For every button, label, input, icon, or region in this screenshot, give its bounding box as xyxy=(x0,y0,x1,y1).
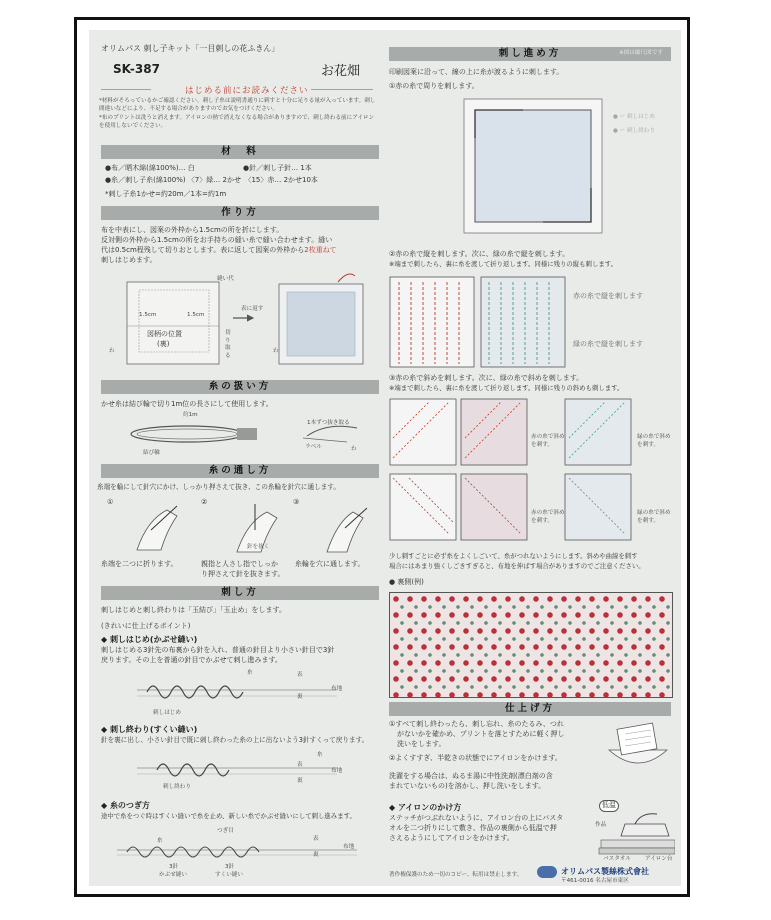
pull-needle-label: 針を抜く xyxy=(247,544,270,550)
howto-line-4: 刺しはじめます。 xyxy=(101,256,157,264)
scoop-count-label: 3針 xyxy=(225,864,235,870)
thread-handling-text: かせ糸は結び輪で切り1m位の長さにして使用します。 xyxy=(101,400,273,408)
low-temp-badge: 低温 xyxy=(599,800,619,812)
pull-one-label: 1本ずつ抜き取る xyxy=(307,420,350,426)
back-side-label: ● 裏側(例) xyxy=(389,578,424,586)
finish-line-3: 洗いをします。 xyxy=(397,740,446,748)
start-fabric-label: 布地 xyxy=(331,686,343,692)
step-2-text-2: ※端まで刺したら、裏に糸を渡して折り返します。同様に残りの縦も刺します。 xyxy=(389,260,618,268)
finish-line-2: がないかを確かめ、プリントを落とすために軽く押し xyxy=(397,730,565,738)
join-surface-label: 表 xyxy=(313,836,319,842)
stitch-heading: 刺し方 xyxy=(101,586,379,600)
note-1: *材料がそろっているかご確認ください。刺し子糸は説明書通りに刺すと十分に足りる量が入っています。刺し間違いなどにより、不足する場合がありますのでお気をつけください。 xyxy=(99,98,376,112)
kit-line: オリムパス 刺し子キット「一目刺しの花ふきん」 xyxy=(101,44,280,53)
step-3-text-1: ③赤の糸で斜めを刺します。次に、緑の糸で斜めを刺します。 xyxy=(389,374,584,382)
step-2-text-1: ②赤の糸で縦を刺します。次に、緑の糸で縦を刺します。 xyxy=(389,250,570,258)
materials-needle: ●針／刺し子針… 1本 xyxy=(243,164,312,172)
fold-label-2: わ xyxy=(273,348,279,354)
legend-end: ● ー 刺し終わり xyxy=(613,128,655,134)
copyright-notice: 著作権保護のため一切のコピー、転用は禁止します。 xyxy=(389,872,523,878)
green-diag-label-1: 緑の糸で斜めを刺す。 xyxy=(637,434,671,448)
materials-fabric: ●布／晒木綿(綿100%)… 白 xyxy=(105,164,195,172)
cover-count-label: 3針 xyxy=(169,864,179,870)
threading-heading: 糸の通し方 xyxy=(101,464,379,478)
start-stitch-line-2: 戻ります。その上を普通の針目でかぶせて刺し進みます。 xyxy=(101,656,282,664)
step-1-diagram xyxy=(463,98,603,234)
step-3-text-2: ※端まで刺したら、裏に糸を渡して折り返します。同様に残りの斜めも刺します。 xyxy=(389,384,624,392)
howto-line-2: 反対側の外枠から1.5cmの所をお手持ちの縫い糸で縫い合わせます。縫い xyxy=(101,236,333,244)
join-point-label: つぎ目 xyxy=(217,828,234,834)
progress-intro: 印刷図案に沿って、線の上に糸が渡るように刺します。 xyxy=(389,68,564,76)
red-diag-label-2: 赤の糸で斜めを刺す。 xyxy=(531,510,565,524)
instruction-sheet xyxy=(89,30,681,886)
stitch-point: (きれいに仕上げるポイント) xyxy=(101,622,191,630)
towel-label: バスタオル xyxy=(603,856,631,862)
cover-stitch-label: かぶせ縫い xyxy=(159,872,187,878)
end-fabric-label: 布地 xyxy=(331,768,343,774)
tip-line-2: 場合にはあまり強くしごきすぎると、布地を伸ばす場合がありますのでご注意ください。 xyxy=(389,562,645,570)
step-3-diagram xyxy=(389,398,639,542)
join-thread-diagram xyxy=(117,830,357,864)
seam-allowance-label: 縫い代 xyxy=(217,276,234,282)
board-label: アイロン台 xyxy=(645,856,673,862)
pattern-position-label: 図柄の位置 xyxy=(147,330,182,338)
join-back-label: 裏 xyxy=(313,852,319,858)
join-thread-line: 途中で糸をつぐ時はすくい縫いで糸を止め、新しい糸でかぶせ縫いにして刺し進みます。 xyxy=(101,812,356,820)
legend-start: ● ー 刺しはじめ xyxy=(613,114,655,120)
red-vertical-label: 赤の糸で縦を刺します xyxy=(573,292,643,300)
end-surface-label: 表 xyxy=(297,762,303,768)
finish-line-4: ②よくすすぎ、半乾きの状態でにアイロンをかけます。 xyxy=(389,754,562,762)
start-stitch-heading: ◆ 刺しはじめ(かぶせ縫い) xyxy=(101,635,198,644)
margin-label-left: 1.5cm xyxy=(139,312,157,318)
length-label: 約1m xyxy=(183,412,198,418)
green-vertical-label: 緑の糸で縦を刺します xyxy=(573,340,643,348)
wash-line-1: 洗濯をする場合は、ぬるま湯に中性洗剤(漂白剤の含 xyxy=(389,772,553,780)
threading-text: 糸端を輪にして針穴にかけ、しっかり押さえて抜き、この糸輪を針穴に通します。 xyxy=(97,483,340,491)
step-1-number: ① xyxy=(107,498,114,506)
step-1-caption: 糸端を二つに折ります。 xyxy=(101,560,178,568)
divider xyxy=(101,89,151,90)
iron-line-1: ステッチがつぶれないように、アイロン台の上にバスタ xyxy=(389,814,564,822)
end-stitch-heading: ◆ 刺し終わり(すくい縫い) xyxy=(101,725,198,734)
end-stitch-diagram xyxy=(137,748,337,788)
step-1-text: ①赤の糸で周りを刺します。 xyxy=(389,82,479,90)
end-stitch-line: 針を裏に出し、小さい針目で既に刺し終わった糸の上に出ないよう3針すくって戻ります。 xyxy=(101,736,369,744)
finishing-heading: 仕上げ方 xyxy=(389,702,671,716)
skein-label-label: ラベル xyxy=(305,444,322,450)
stitch-intro: 刺しはじめと刺し終わりは「玉結び」「玉止め」をします。 xyxy=(101,606,286,614)
step-3-number: ③ xyxy=(293,498,300,506)
start-back-label: 裏 xyxy=(297,694,303,700)
note-2: *布のプリントは洗うと消えます。アイロンの熱で消えなくなる場合がありますので、刺し終わる前にアイロンを使用しないでください。 xyxy=(99,115,375,129)
margin-label-right: 1.5cm xyxy=(187,312,205,318)
howto-line-3: 代は0.5cm程残して切りおとします。表に返して図案の外枠から2枚重ねて xyxy=(101,246,337,254)
knot-loop-label: 結び輪 xyxy=(143,450,160,456)
pattern-back-label: (裏) xyxy=(157,340,170,348)
step-2-diagram xyxy=(389,276,567,370)
howto-heading: 作り方 xyxy=(101,206,379,220)
thread-handling-heading: 糸の扱い方 xyxy=(101,380,379,394)
tip-line-1: 少し刺すごとに必ず糸をよくしごいて、糸がつれないようにします。斜めや曲線を刺す xyxy=(389,552,638,560)
materials-thread: ●糸／刺し子糸(綿100%) 〈7〉緑… 2かせ 〈15〉赤… 2かせ10本 xyxy=(105,176,318,184)
iron-line-2: オルを二つ折りにして敷き、作品の裏側から低温で押 xyxy=(389,824,557,832)
iron-heading: ◆ アイロンのかけ方 xyxy=(389,803,462,812)
step-2-number: ② xyxy=(201,498,208,506)
product-name: お花畑 xyxy=(321,64,361,79)
step-3-caption: 糸輪を穴に通します。 xyxy=(295,560,365,568)
fold-label: わ xyxy=(109,348,115,354)
green-diag-label-2: 緑の糸で斜めを刺す。 xyxy=(637,510,671,524)
start-thread-label: 糸 xyxy=(247,670,253,676)
maker-logo xyxy=(537,866,557,878)
start-label: 刺しはじめ xyxy=(153,710,181,716)
materials-note: *刺し子糸1かせ=約20m／1本=約1m xyxy=(105,190,227,198)
folding-diagram xyxy=(103,270,373,374)
start-surface-label: 表 xyxy=(297,672,303,678)
loop-label: わ xyxy=(351,446,357,452)
cut-off-label: 切り取る xyxy=(225,330,231,359)
end-thread-label: 糸 xyxy=(317,752,323,758)
join-fabric-label: 布地 xyxy=(343,844,355,850)
washing-bowl-diagram xyxy=(605,720,671,776)
wash-line-2: まれていないもの)を溶かし、押し洗いをします。 xyxy=(389,782,546,790)
start-stitch-diagram xyxy=(137,670,337,710)
join-thread-heading: ◆ 糸のつぎ方 xyxy=(101,801,150,810)
back-side-photo xyxy=(389,592,673,698)
divider xyxy=(311,89,373,90)
finish-line-1: ①すべて刺し終わったら、刺し忘れ、糸のたるみ、つれ xyxy=(389,720,564,728)
work-label: 作品 xyxy=(595,822,607,828)
step-2-caption-1: 親指と人さし指でしっか xyxy=(201,560,278,568)
threading-hands-diagram xyxy=(117,500,373,556)
end-label: 刺し終わり xyxy=(163,784,191,790)
start-stitch-line-1: 刺しはじめる3針先の布裏から針を入れ、普通の針目より小さい針目で3針 xyxy=(101,646,335,654)
materials-heading: 材 料 xyxy=(101,145,379,159)
maker-address: 〒461-0016 名古屋市東区 xyxy=(561,878,629,884)
scoop-stitch-label: すくい縫い xyxy=(215,872,243,878)
product-code: SK-387 xyxy=(113,62,160,76)
step-2-caption-2: り押さえて針を抜きます。 xyxy=(201,570,285,578)
iron-line-3: さえるようにしてアイロンをかけます。 xyxy=(389,834,514,842)
join-thread-label: 糸 xyxy=(157,838,163,844)
progress-heading: 刺し進め方 xyxy=(389,47,671,61)
turn-over-label: 表に返す xyxy=(241,306,264,312)
maker-name: オリムパス製絲株式會社 xyxy=(561,867,649,876)
scale-note: ※図は縮尺図です xyxy=(619,50,663,56)
howto-line-1: 布を中表にし、図案の外枠から1.5cmの所を折にします。 xyxy=(101,226,284,234)
read-first-heading: はじめる前にお読みください xyxy=(185,86,309,96)
end-back-label: 裏 xyxy=(297,778,303,784)
red-diag-label-1: 赤の糸で斜めを刺す。 xyxy=(531,434,565,448)
